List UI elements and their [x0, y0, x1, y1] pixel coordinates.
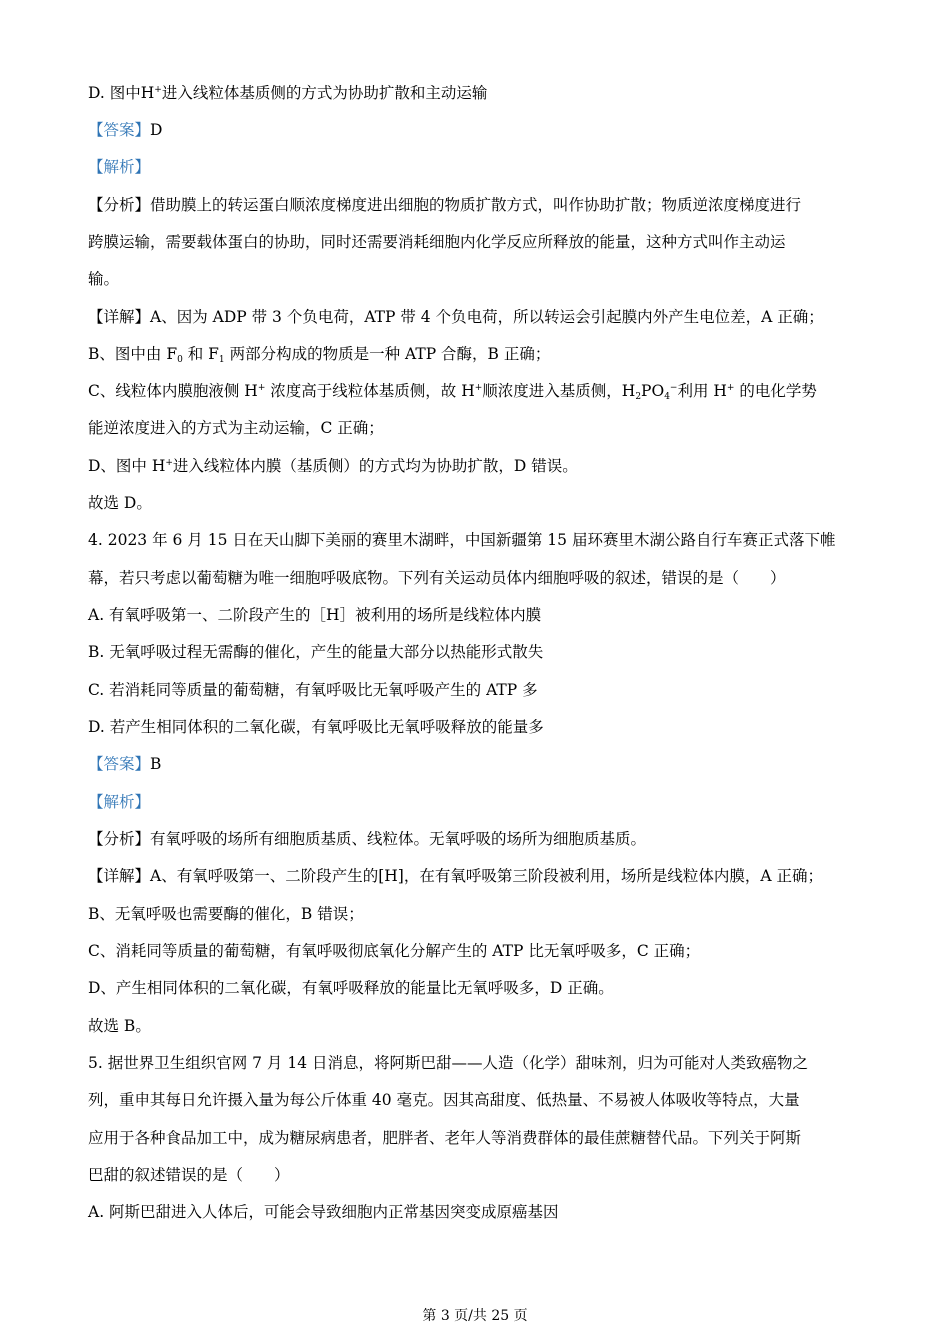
q5-stem-line-2: 列，重申其每日允许摄入量为每公斤体重 40 毫克。因其高甜度、低热量、不易被人体吸收等特点，大量 [88, 1091, 800, 1109]
q4-detail-d: D、产生相同体积的二氧化碳，有氧呼吸释放的能量比无氧呼吸多，D 正确。 [88, 979, 614, 997]
q5-stem-line-1: 5. 据世界卫生组织官网 7 月 14 日消息，将阿斯巴甜——人造（化学）甜味剂，归为可能对人类致癌物之 [88, 1054, 809, 1072]
q4-option-a: A. 有氧呼吸第一、二阶段产生的［H］被利用的场所是线粒体内膜 [88, 606, 542, 624]
q5-stem-line-4: 巴甜的叙述错误的是（ ） [88, 1166, 290, 1184]
q3-detail-c-line-1: C、线粒体内膜胞液侧 H+ 浓度高于线粒体基质侧，故 H+顺浓度进入基质侧，$H_2PO_4^-$利用 H+ 的电化学势 [88, 382, 817, 402]
q4-choose: 故选 B。 [88, 1017, 151, 1035]
q4-fenxi: 【分析】有氧呼吸的场所有细胞质基质、线粒体。无氧呼吸的场所为细胞质基质。 [88, 830, 647, 848]
q4-option-b: B. 无氧呼吸过程无需酶的催化，产生的能量大部分以热能形式散失 [88, 643, 544, 661]
q3-fenxi-line-1: 【分析】借助膜上的转运蛋白顺浓度梯度进出细胞的物质扩散方式，叫作协助扩散；物质逆浓度梯度进行 [88, 196, 802, 214]
q4-stem-line-1: 4. 2023 年 6 月 15 日在天山脚下美丽的赛里木湖畔，中国新疆第 15 届环赛里木湖公路自行车赛正式落下帷 [88, 531, 836, 549]
answer-tag: 【答案】 [88, 121, 151, 139]
q4-option-c: C. 若消耗同等质量的葡萄糖，有氧呼吸比无氧呼吸产生的 ATP 多 [88, 681, 538, 699]
q4-detail-a: 【详解】A、有氧呼吸第一、二阶段产生的[H]，在有氧呼吸第三阶段被利用，场所是线粒体内膜，A 正确； [88, 867, 823, 885]
answer-tag: 【答案】 [88, 755, 151, 773]
q3-detail-d: D、图中 H+进入线粒体内膜（基质侧）的方式均为协助扩散，D 错误。 [88, 457, 578, 475]
q5-option-a: A. 阿斯巴甜进入人体后，可能会导致细胞内正常基因突变成原癌基因 [88, 1203, 559, 1221]
q3-detail-a: 【详解】A、因为 ADP 带 3 个负电荷，ATP 带 4 个负电荷，所以转运会引起膜内外产生电位差，A 正确； [88, 308, 824, 326]
q4-analysis-heading: 【解析】 [88, 793, 151, 811]
page-footer [0, 1305, 950, 1325]
q4-detail-b: B、无氧呼吸也需要酶的催化，B 错误； [88, 905, 364, 923]
page-number: 第 3 页/共 25 页 [422, 1308, 528, 1324]
q5-stem-line-3: 应用于各种食品加工中，成为糖尿病患者，肥胖者、老年人等消费群体的最佳蔗糖替代品。下列关于阿斯 [88, 1129, 802, 1147]
q4-answer: 【答案】B [88, 755, 162, 773]
q3-answer: 【答案】D [88, 121, 163, 139]
q4-stem-line-2: 幕，若只考虑以葡萄糖为唯一细胞呼吸底物。下列有关运动员体内细胞呼吸的叙述，错误的是（ ） [88, 569, 786, 587]
q3-detail-b: B、图中由 $F_0$ 和 $F_1$ 两部分构成的物质是一种 ATP 合酶，B 正确； [88, 345, 551, 365]
q3-option-d: D. 图中H+进入线粒体基质侧的方式为协助扩散和主动运输 [88, 84, 488, 102]
q4-option-d: D. 若产生相同体积的二氧化碳，有氧呼吸比无氧呼吸释放的能量多 [88, 718, 544, 736]
q3-fenxi-line-3: 输。 [88, 270, 120, 288]
q4-detail-c: C、消耗同等质量的葡萄糖，有氧呼吸彻底氧化分解产生的 ATP 比无氧呼吸多，C 正确； [88, 942, 701, 960]
q3-choose: 故选 D。 [88, 494, 152, 512]
q3-detail-c-line-2: 能逆浓度进入的方式为主动运输，C 正确； [88, 419, 384, 437]
q3-fenxi-line-2: 跨膜运输，需要载体蛋白的协助，同时还需要消耗细胞内化学反应所释放的能量，这种方式叫作主动运 [88, 233, 786, 251]
q3-analysis-heading: 【解析】 [88, 158, 151, 176]
